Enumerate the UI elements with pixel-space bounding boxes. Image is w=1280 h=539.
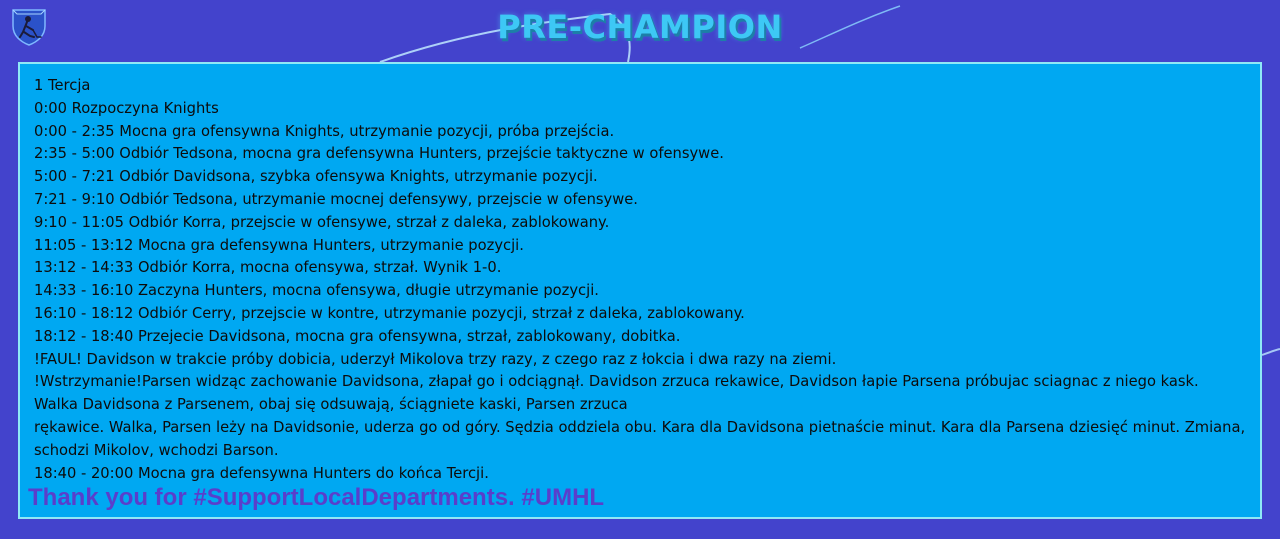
- log-line: 13:12 - 14:33 Odbiór Korra, mocna ofensywa, strzał. Wynik 1-0.: [34, 259, 502, 277]
- log-line: 2:35 - 5:00 Odbiór Tedsona, mocna gra defensywna Hunters, przejście taktyczne w ofensywe.: [34, 145, 724, 163]
- log-line: 0:00 - 2:35 Mocna gra ofensywna Knights, utrzymanie pozycji, próba przejścia.: [34, 122, 615, 140]
- game-log-list: [34, 75, 1260, 485]
- log-line: !Wstrzymanie!Parsen widząc zachowanie Davidsona, złapał go i odciągnął. Davidson zrzuca rekawice, Davidson łapie Parsena próbujac sciagnac z niego kask.: [34, 373, 1199, 391]
- log-line: !FAUL! Davidson w trakcie próby dobicia, uderzył Mikolova trzy razy, z czego raz z łokcia i dwa razy na ziemi.: [34, 350, 837, 368]
- log-line: 11:05 - 13:12 Mocna gra defensywna Hunters, utrzymanie pozycji.: [34, 236, 524, 254]
- support-message: Thank you for #SupportLocalDepartments. #UMHL: [28, 484, 605, 511]
- log-line: 18:12 - 18:40 Przejecie Davidsona, mocna gra ofensywna, strzał, zablokowany, dobitka.: [34, 327, 681, 345]
- log-line: 14:33 - 16:10 Zaczyna Hunters, mocna ofensywa, długie utrzymanie pozycji.: [34, 282, 599, 300]
- log-line: rękawice. Walka, Parsen leży na Davidsonie, uderza go od góry. Sędzia oddziela obu. Kara dla Davidsona pietnaście minut. Kara dla Parsena dziesięć minut. Zmiana,: [34, 418, 1246, 436]
- log-line: 0:00 Rozpoczyna Knights: [34, 99, 219, 117]
- log-line: schodzi Mikolov, wchodzi Barson.: [34, 441, 279, 459]
- log-line: 9:10 - 11:05 Odbiór Korra, przejscie w ofensywe, strzał z daleka, zablokowany.: [34, 213, 610, 231]
- log-line: 7:21 - 9:10 Odbiór Tedsona, utrzymanie mocnej defensywy, przejscie w ofensywe.: [34, 190, 638, 208]
- log-line: 16:10 - 18:12 Odbiór Cerry, przejscie w kontre, utrzymanie pozycji, strzał z daleka, zablokowany.: [34, 304, 745, 322]
- game-log-panel: [18, 62, 1262, 519]
- log-line: 1 Tercja: [34, 77, 91, 94]
- log-line: 18:40 - 20:00 Mocna gra defensywna Hunters do końca Tercji.: [34, 464, 489, 482]
- page-title: PRE-CHAMPION: [497, 8, 783, 46]
- log-line: 5:00 - 7:21 Odbiór Davidsona, szybka ofensywa Knights, utrzymanie pozycji.: [34, 168, 598, 186]
- log-line: Walka Davidsona z Parsenem, obaj się odsuwają, ściągniete kaski, Parsen zrzuca: [34, 396, 628, 414]
